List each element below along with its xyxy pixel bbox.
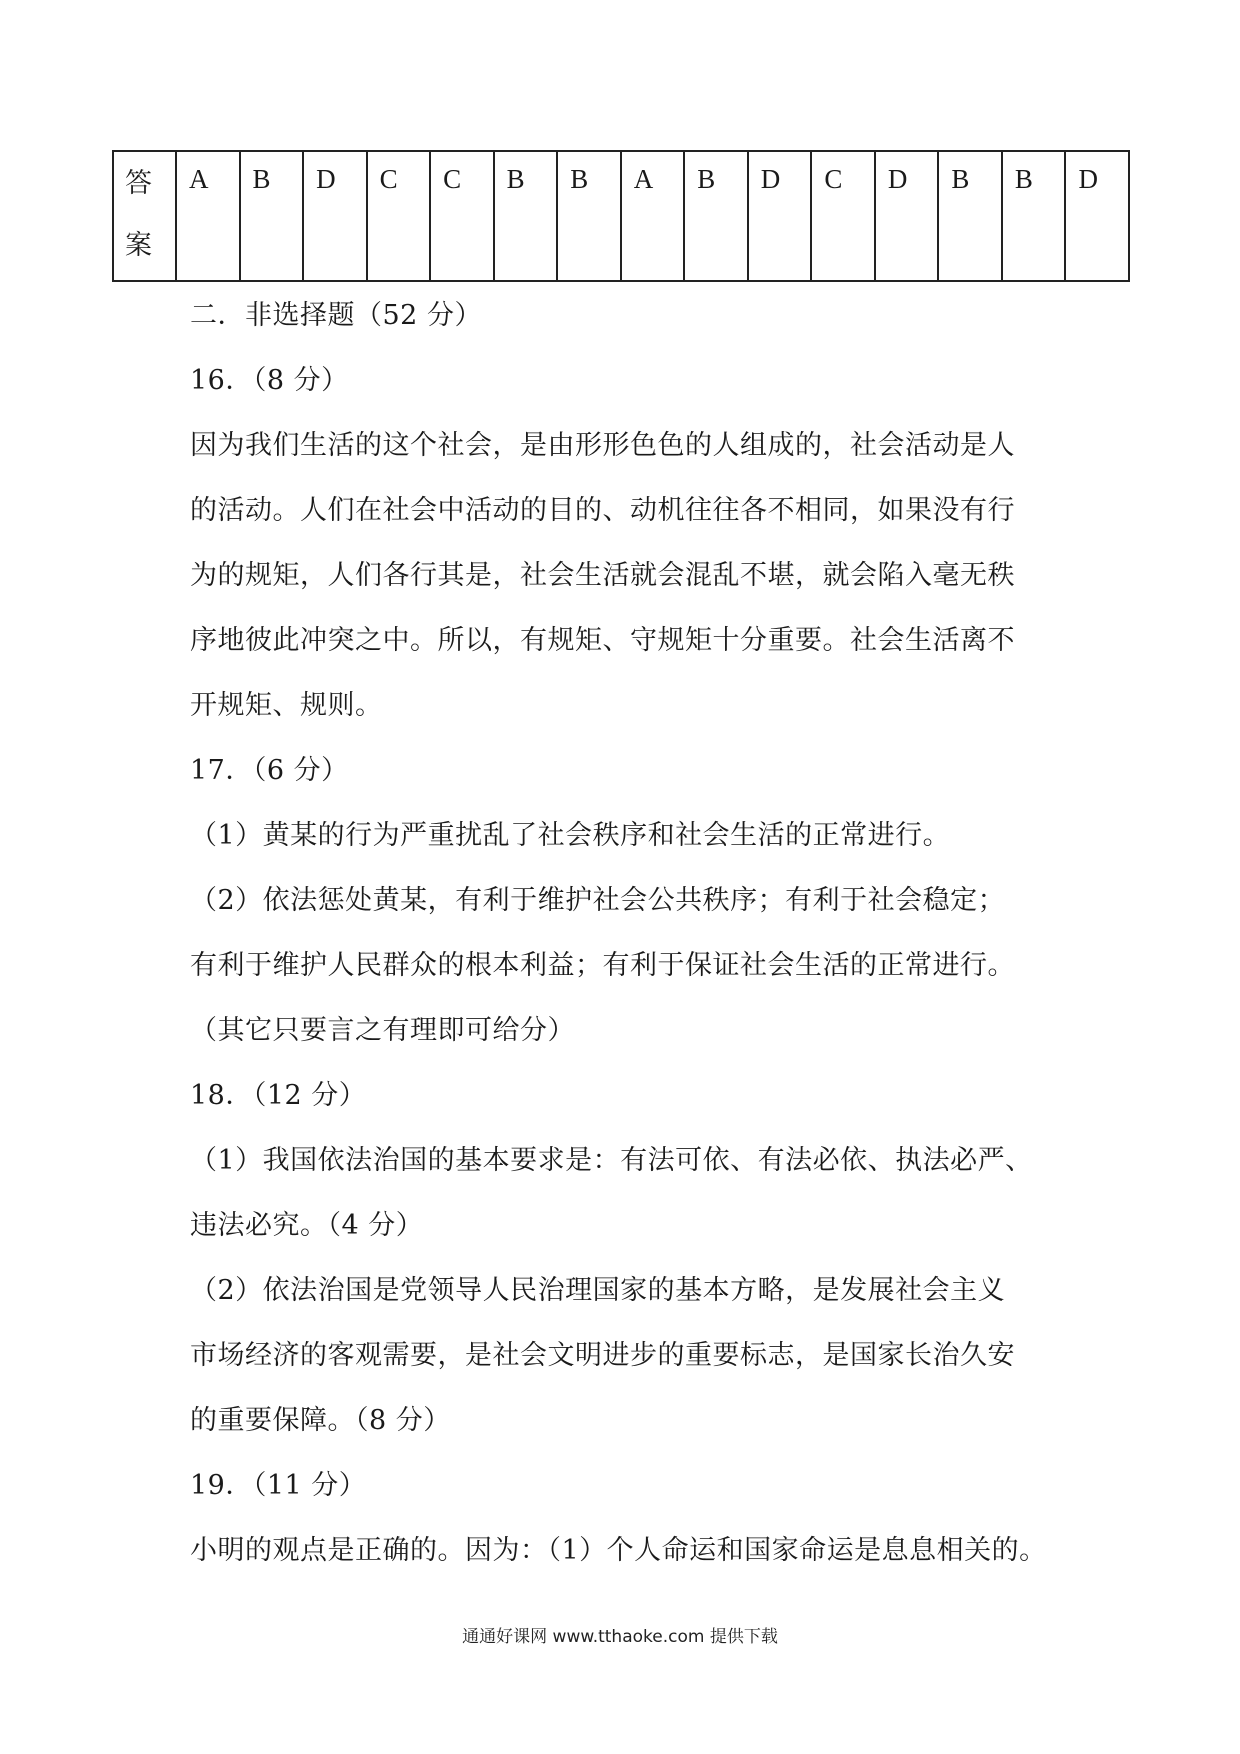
answer-content bbox=[190, 288, 1070, 1588]
answer-cell-8: A bbox=[621, 151, 685, 281]
answer-cell-7: B bbox=[557, 151, 621, 281]
answer-cell-5: C bbox=[430, 151, 494, 281]
question-16-heading: 16．（8 分） bbox=[190, 365, 349, 396]
answer-cell-3: D bbox=[303, 151, 367, 281]
question-16-text: 为的规矩，人们各行其是，社会生活就会混乱不堪，就会陷入毫无秩 bbox=[190, 560, 1015, 591]
answer-header-cell bbox=[113, 151, 176, 281]
answer-cell-11: C bbox=[811, 151, 875, 281]
question-19-heading: 19．（11 分） bbox=[190, 1470, 367, 1501]
footer-source: 通通好课网 www.tthaoke.com 提供下载 bbox=[462, 1627, 778, 1647]
question-17-note: （其它只要言之有理即可给分） bbox=[190, 1015, 575, 1046]
question-18-part-2: 市场经济的客观需要，是社会文明进步的重要标志，是国家长治久安 bbox=[190, 1340, 1015, 1371]
question-18-part-2: （2）依法治国是党领导人民治理国家的基本方略，是发展社会主义 bbox=[190, 1275, 1006, 1306]
question-17-part-1: （1）黄某的行为严重扰乱了社会秩序和社会生活的正常进行。 bbox=[190, 820, 951, 851]
answer-cell-14: B bbox=[1002, 151, 1066, 281]
answer-cell-4: C bbox=[367, 151, 431, 281]
question-17-heading: 17．（6 分） bbox=[190, 755, 349, 786]
question-18-part-2: 的重要保障。（8 分） bbox=[190, 1405, 451, 1436]
answer-header-char: 答 bbox=[125, 168, 152, 198]
question-17-part-2: 有利于维护人民群众的根本利益；有利于保证社会生活的正常进行。 bbox=[190, 950, 1015, 981]
question-19-text: 小明的观点是正确的。因为：（1）个人命运和国家命运是息息相关的。 bbox=[190, 1535, 1047, 1566]
question-16-text: 序地彼此冲突之中。所以，有规矩、守规矩十分重要。社会生活离不 bbox=[190, 625, 1015, 656]
answer-cell-13: B bbox=[938, 151, 1002, 281]
answer-cell-15: D bbox=[1065, 151, 1129, 281]
question-16-text: 的活动。人们在社会中活动的目的、动机往往各不相同，如果没有行 bbox=[190, 495, 1015, 526]
answer-table bbox=[112, 150, 1130, 282]
answer-cell-9: B bbox=[684, 151, 748, 281]
question-18-part-1: （1）我国依法治国的基本要求是：有法可依、有法必依、执法必严、 bbox=[190, 1145, 1033, 1176]
question-18-heading: 18．（12 分） bbox=[190, 1080, 367, 1111]
answer-cell-10: D bbox=[748, 151, 812, 281]
answer-header-char: 案 bbox=[125, 230, 152, 260]
answer-row bbox=[113, 151, 1129, 281]
answer-cell-2: B bbox=[240, 151, 304, 281]
question-16-text: 因为我们生活的这个社会，是由形形色色的人组成的，社会活动是人 bbox=[190, 430, 1015, 461]
question-17-part-2: （2）依法惩处黄某，有利于维护社会公共秩序；有利于社会稳定； bbox=[190, 885, 1006, 916]
question-16-text: 开规矩、规则。 bbox=[190, 690, 383, 721]
answer-cell-1: A bbox=[176, 151, 240, 281]
question-18-part-1: 违法必究。（4 分） bbox=[190, 1210, 424, 1241]
answer-cell-6: B bbox=[494, 151, 558, 281]
answer-cell-12: D bbox=[875, 151, 939, 281]
section-heading: 二．非选择题（52 分） bbox=[190, 300, 482, 331]
